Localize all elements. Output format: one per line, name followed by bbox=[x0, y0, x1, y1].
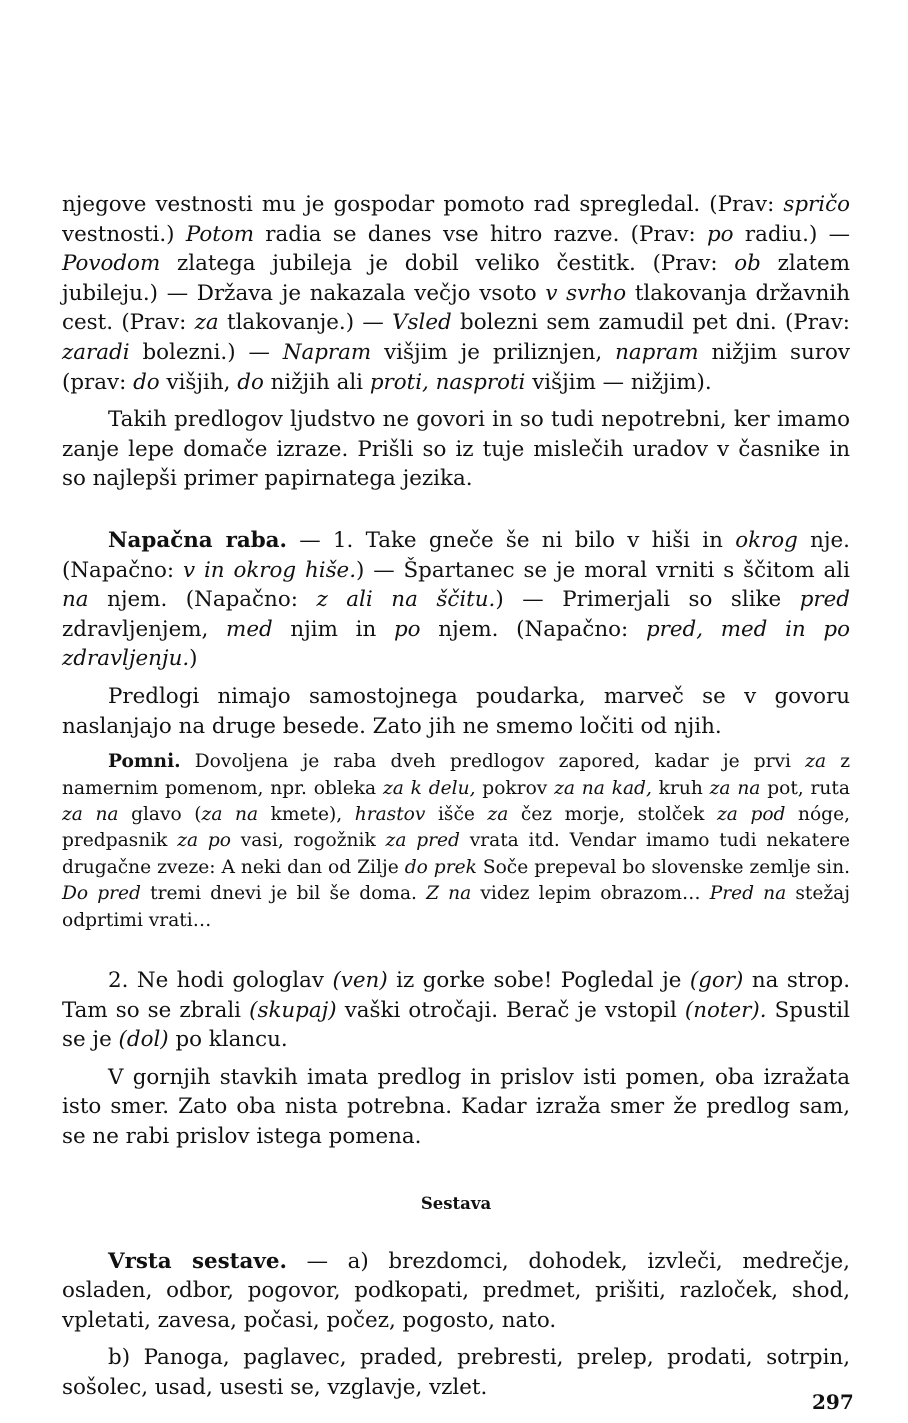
text-run: V gornjih stavkih imata predlog in prislov isti pomen, oba izražata isto smer. Zato oba nista potrebna. Kadar izraža smer že predlog sam, se ne rabi prislov istega pomena. bbox=[62, 1064, 850, 1149]
text-run: višjim — nižjim). bbox=[525, 369, 712, 395]
paragraph-predlogi-nimajo bbox=[62, 682, 850, 741]
text-run: kmete), bbox=[258, 803, 355, 825]
paragraph-pomni-note bbox=[62, 749, 850, 934]
page-body bbox=[62, 190, 850, 1402]
text-run: Spustil se je bbox=[62, 997, 850, 1053]
italic-run: za na bbox=[201, 803, 259, 825]
text-run: tremi dnevi je bil še doma. bbox=[140, 883, 427, 905]
italic-run: (gor) bbox=[689, 967, 744, 993]
bold-run: Vrsta sestave. bbox=[108, 1248, 287, 1274]
italic-run: za na bbox=[709, 777, 761, 799]
italic-run: (dol) bbox=[118, 1027, 169, 1053]
text-run: zlatega jubileja je dobil veliko čestitk. (Prav: bbox=[160, 251, 735, 277]
italic-run: proti, nasproti bbox=[369, 369, 526, 395]
italic-run: Do pred bbox=[62, 883, 141, 905]
text-run: na strop. Tam so se zbrali bbox=[62, 967, 850, 1023]
italic-run: Povodom bbox=[62, 251, 161, 277]
italic-run: do bbox=[133, 369, 160, 395]
italic-run: spričo bbox=[783, 192, 850, 217]
italic-run: (ven) bbox=[332, 967, 388, 993]
italic-run: po bbox=[706, 221, 734, 247]
italic-run: pred, med in po zdravljenju. bbox=[62, 616, 850, 672]
text-run: ) — Špartanec se je moral vrniti s ščitom ali bbox=[356, 557, 850, 583]
text-run: Predlogi nimajo samostojnega poudarka, marveč se v govoru naslanjajo na druge besede. Zato jih ne smemo ločiti od njih. bbox=[62, 683, 850, 739]
text-run: pot, ruta bbox=[760, 777, 850, 799]
page-number: 297 bbox=[812, 1390, 854, 1414]
bold-run: Pomni. bbox=[108, 751, 181, 773]
text-run: Dovoljena je raba dveh predlogov zapored, kadar je prvi bbox=[180, 751, 806, 773]
text-run: glavo ( bbox=[118, 803, 202, 825]
italic-run: v svrho bbox=[545, 280, 627, 306]
italic-run: okrog bbox=[735, 527, 798, 553]
text-run: Soče prepeval bo slovenske zemlje sin. bbox=[476, 856, 850, 878]
italic-run: do prek bbox=[404, 856, 477, 878]
bold-run: Napačna raba. bbox=[108, 527, 287, 553]
italic-run: (skupaj) bbox=[249, 997, 337, 1023]
text-run: stežaj odprtimi vrati… bbox=[62, 883, 851, 931]
italic-run: za bbox=[805, 751, 827, 773]
italic-run: za bbox=[194, 310, 219, 336]
text-run: išče bbox=[425, 803, 488, 825]
text-run: radia se danes vse hitro razve. (Prav: bbox=[254, 221, 707, 247]
text-run: — a) brezdomci, dohodek, izvleči, medrečje, osladen, odbor, pogovor, podkopati, predmet, prišiti, razloček, shod, vpletati, zavesa, počasi, počez, pogosto, nato. bbox=[62, 1248, 850, 1333]
italic-run: za bbox=[487, 803, 509, 825]
paragraph-v-gornjih bbox=[62, 1063, 850, 1152]
text-run: zdravljenjem, bbox=[62, 616, 227, 642]
text-run: Takih predlogov ljudstvo ne govori in so tudi nepotrebni, ker imamo zanje lepe domače izraze. Prišli so iz tuje mislečih uradov v časnike in so najlepši primer papirnatega jezika. bbox=[62, 407, 850, 492]
italic-run: Vsled bbox=[392, 310, 452, 336]
italic-run: za k delu, bbox=[382, 777, 476, 799]
text-run: tlakovanja državnih cest. (Prav: bbox=[62, 280, 850, 336]
italic-run: po bbox=[393, 616, 421, 642]
italic-run: za pod bbox=[717, 803, 786, 825]
text-run: z namernim pomenom, npr. obleka bbox=[62, 751, 850, 799]
text-run: po klancu. bbox=[168, 1027, 288, 1053]
text-run: b) Panoga, paglavec, praded, prebresti, prelep, prodati, sotrpin, sošolec, usad, usesti se, vzglavje, vzlet. bbox=[62, 1345, 850, 1400]
paragraph-b-examples bbox=[62, 1343, 850, 1402]
italic-run: pred bbox=[799, 587, 850, 613]
italic-run: zaradi bbox=[62, 339, 130, 365]
text-run: iz gorke sobe! Pogledal je bbox=[387, 967, 690, 993]
italic-run: Potom bbox=[185, 221, 254, 247]
section-heading: Sestava bbox=[420, 1193, 492, 1213]
text-run: ) bbox=[189, 646, 198, 672]
italic-run: z ali na ščitu. bbox=[316, 587, 496, 613]
text-run: radiu.) — bbox=[733, 221, 850, 247]
paragraph-takih-predlogov bbox=[62, 405, 850, 494]
italic-run: Pred na bbox=[709, 883, 787, 905]
paragraph-napacna-raba bbox=[62, 526, 850, 674]
text-run: nóge, predpasnik bbox=[62, 803, 850, 852]
text-run: njem. (Napačno: bbox=[88, 587, 317, 613]
text-run: vaški otročaji. Berač je vstopil bbox=[336, 997, 685, 1023]
italic-run: za na kad, bbox=[554, 777, 652, 799]
text-run: višjim je priliznjen, bbox=[371, 339, 616, 365]
italic-run: ob bbox=[734, 251, 761, 277]
text-run: bolezni.) — bbox=[129, 339, 283, 365]
text-run: ) — Primerjali so slike bbox=[495, 587, 800, 613]
text-run: vestnosti.) bbox=[62, 221, 186, 247]
paragraph-ne-hodi bbox=[62, 966, 850, 1055]
italic-run: do bbox=[237, 369, 264, 395]
text-run: bolezni sem zamudil pet dni. (Prav: bbox=[451, 310, 851, 336]
text-run: videz lepim obrazom… bbox=[471, 883, 710, 905]
text-run: pokrov bbox=[475, 777, 555, 799]
italic-run: med bbox=[226, 616, 273, 642]
italic-run: Napram bbox=[282, 339, 372, 365]
italic-run: za pred bbox=[385, 830, 460, 852]
text-run: nižjih ali bbox=[263, 369, 370, 395]
text-run: tlakovanje.) — bbox=[218, 310, 393, 336]
text-run: nje. (Napačno: bbox=[62, 527, 850, 583]
paragraph-vrsta-sestave bbox=[62, 1247, 850, 1336]
italic-run: napram bbox=[615, 339, 699, 365]
text-run: njim in bbox=[272, 616, 394, 642]
text-run: nižjim surov (prav: bbox=[62, 339, 850, 395]
text-run: čez morje, stolček bbox=[508, 803, 717, 825]
text-run: 2. Ne hodi gologlav bbox=[108, 967, 333, 993]
italic-run: za na bbox=[62, 803, 119, 825]
text-run: višjih, bbox=[159, 369, 238, 395]
italic-run: v in okrog hiše. bbox=[182, 557, 357, 583]
text-run: vasi, rogožnik bbox=[231, 830, 386, 852]
paragraph-prav-examples bbox=[62, 190, 850, 397]
italic-run: na bbox=[62, 587, 89, 613]
text-run: — 1. Take gneče še ni bilo v hiši in bbox=[286, 527, 736, 553]
italic-run: (noter). bbox=[684, 997, 767, 1023]
text-run: njem. (Napačno: bbox=[420, 616, 646, 642]
text-run: kruh bbox=[651, 777, 710, 799]
italic-run: hrastov bbox=[354, 803, 426, 825]
italic-run: za po bbox=[177, 830, 231, 852]
text-run: njegove vestnosti mu je gospodar pomoto rad spregledal. (Prav: bbox=[62, 192, 784, 217]
text-run: zlatem jubileju.) — Država je nakazala večjo vsoto bbox=[62, 251, 850, 306]
italic-run: Z na bbox=[426, 883, 472, 905]
text-run: vrata itd. Vendar imamo tudi nekatere drugačne zveze: A neki dan od Zilje bbox=[62, 830, 851, 878]
